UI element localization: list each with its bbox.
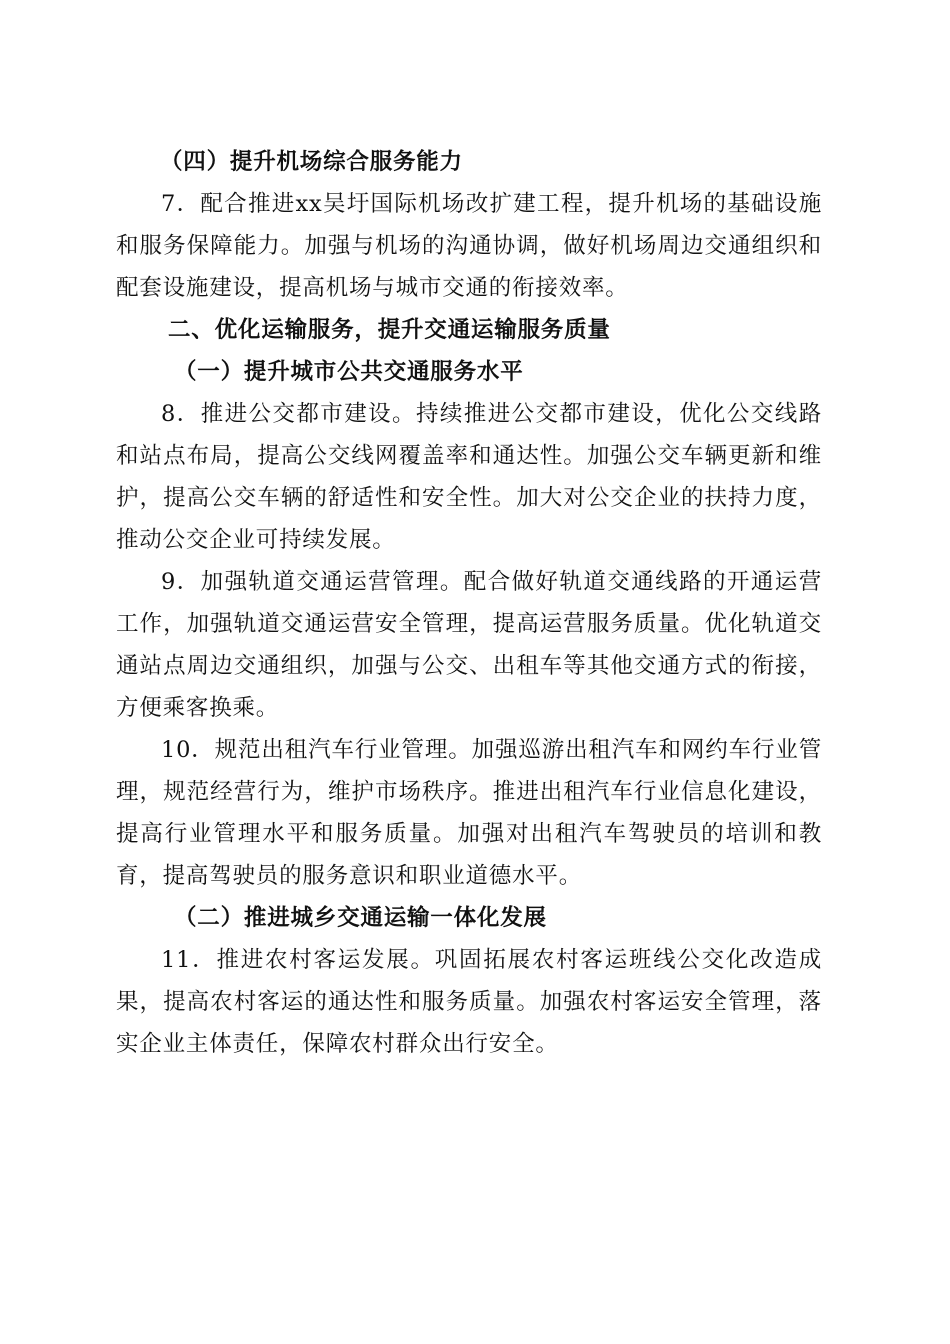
section-heading-transport-service: 二、优化运输服务，提升交通运输服务质量 <box>168 317 611 343</box>
section-subheading-public-transit: （一）提升城市公共交通服务水平 <box>174 359 524 385</box>
paragraph-item-8: 8．推进公交都市建设。持续推进公交都市建设，优化公交线路和站点布局，提高公交线网覆盖率和通达性。加强公交车辆更新和维护，提高公交车辆的舒适性和安全性。加大对公交企业的扶持力度，推动公交企业可持续发展。 <box>116 401 822 553</box>
section-subheading-airport: （四）提升机场综合服务能力 <box>160 149 463 175</box>
paragraph-item-11: 11．推进农村客运发展。巩固拓展农村客运班线公交化改造成果，提高农村客运的通达性和服务质量。加强农村客运安全管理，落实企业主体责任，保障农村群众出行安全。 <box>116 947 822 1057</box>
section-subheading-urban-rural: （二）推进城乡交通运输一体化发展 <box>174 905 547 931</box>
paragraph-item-10: 10．规范出租汽车行业管理。加强巡游出租汽车和网约车行业管理，规范经营行为，维护市场秩序。推进出租汽车行业信息化建设，提高行业管理水平和服务质量。加强对出租汽车驾驶员的培训和教育，提高驾驶员的服务意识和职业道德水平。 <box>116 737 822 889</box>
paragraph-item-7: 7．配合推进xx吴圩国际机场改扩建工程，提升机场的基础设施和服务保障能力。加强与机场的沟通协调，做好机场周边交通组织和配套设施建设，提高机场与城市交通的衔接效率。 <box>116 191 822 301</box>
paragraph-item-9: 9．加强轨道交通运营管理。配合做好轨道交通线路的开通运营工作，加强轨道交通运营安全管理，提高运营服务质量。优化轨道交通站点周边交通组织，加强与公交、出租车等其他交通方式的衔接，方便乘客换乘。 <box>116 569 822 721</box>
document-body <box>116 141 822 1065</box>
